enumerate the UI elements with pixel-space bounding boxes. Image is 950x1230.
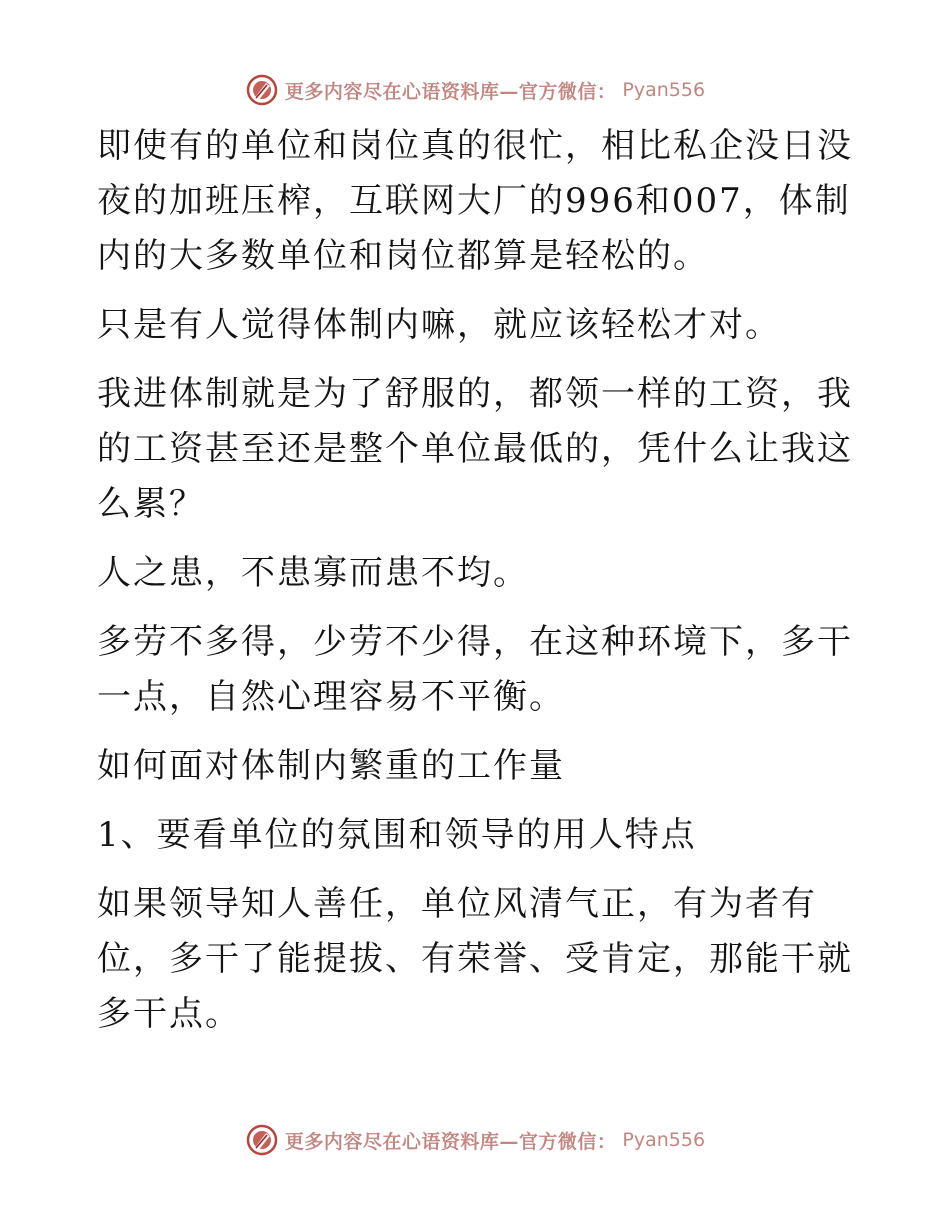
watermark-text: 更多内容尽在心语资料库—官方微信： xyxy=(284,80,617,103)
paragraph: 如果领导知人善任，单位风清气正，有为者有位，多干了能提拔、有荣誉、受肯定，那能干就多干点。 xyxy=(97,884,853,1034)
paragraph: 即使有的单位和岗位真的很忙，相比私企没日没夜的加班压榨，互联网大厂的996和007，体制内的大多数单位和岗位都算是轻松的。 xyxy=(97,126,853,276)
paragraph: 我进体制就是为了舒服的，都领一样的工资，我的工资甚至还是整个单位最低的，凭什么让我这么累？ xyxy=(97,374,853,524)
watermark-footer xyxy=(0,1120,950,1160)
watermark-wechat-id: Pyan556 xyxy=(622,1129,706,1151)
subsection-heading: 1、要看单位的氛围和领导的用人特点 xyxy=(97,815,697,855)
watermark-text: 更多内容尽在心语资料库—官方微信： xyxy=(284,1130,617,1153)
section-heading: 如何面对体制内繁重的工作量 xyxy=(97,746,565,786)
paragraph: 多劳不多得，少劳不少得，在这种环境下，多干一点，自然心理容易不平衡。 xyxy=(97,622,853,717)
paragraph: 人之患，不患寡而患不均。 xyxy=(97,553,529,593)
paragraph: 只是有人觉得体制内嘛，就应该轻松才对。 xyxy=(97,305,781,345)
document-body xyxy=(97,119,857,1056)
fountain-pen-seal-icon xyxy=(245,73,279,107)
fountain-pen-seal-icon xyxy=(245,1123,279,1157)
watermark-header xyxy=(0,70,950,110)
watermark-wechat-id: Pyan556 xyxy=(622,79,706,101)
